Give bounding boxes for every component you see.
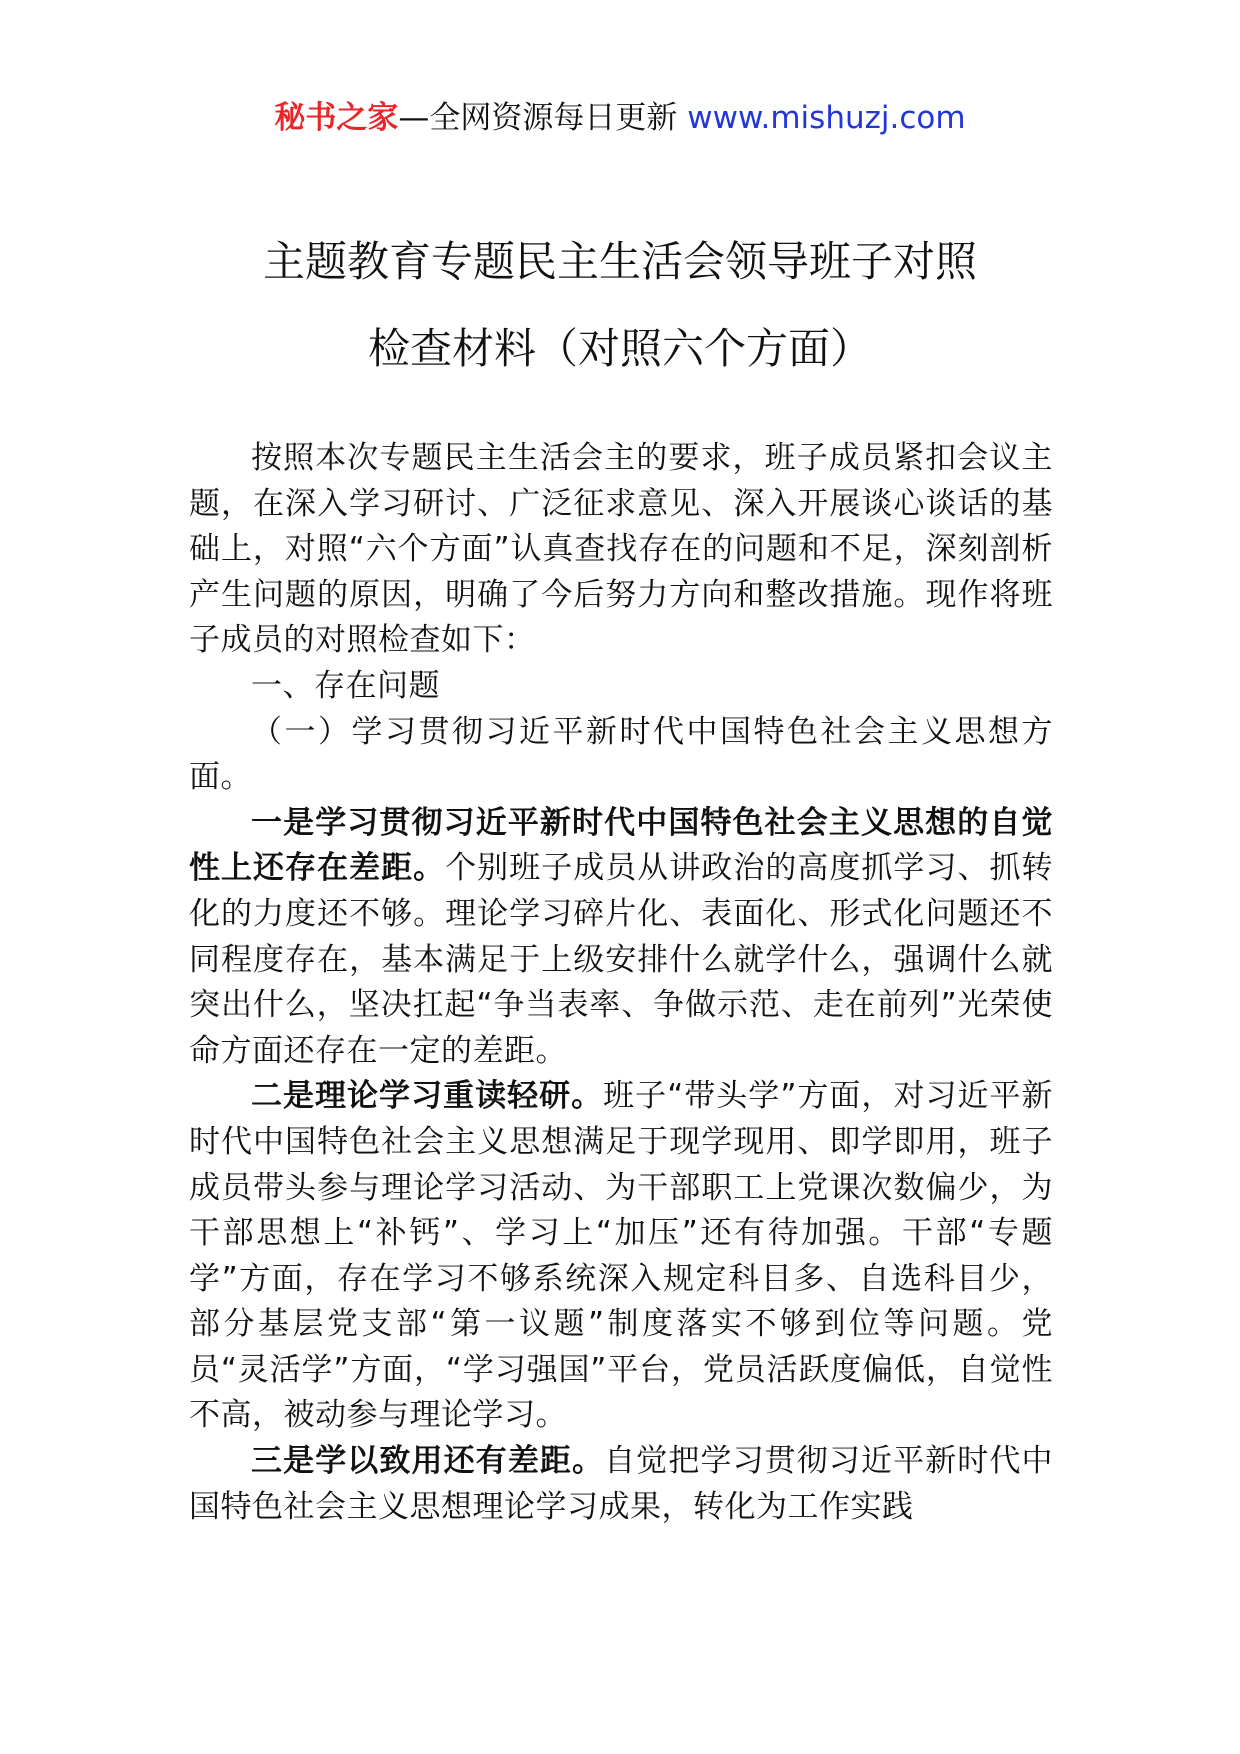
point-1-lead: 一是学习贯彻习近平新时代中国特色社会主义思想的自觉性上还存在差距。 (189, 804, 1053, 887)
section-heading: 一、存在问题 (251, 667, 440, 704)
point-1-paragraph (189, 801, 1053, 1075)
subsection-heading: （一）学习贯彻习近平新时代中国特色社会主义思想方面。 (189, 713, 1053, 796)
document-body (189, 436, 1053, 1530)
document-title-line-2: 检查材料（对照六个方面） (367, 324, 872, 373)
point-2-lead: 二是理论学习重读轻研。 (251, 1078, 604, 1115)
document-title-line-1: 主题教育专题民主生活会领导班子对照 (262, 237, 977, 286)
point-3-lead: 三是学以致用还有差距。 (251, 1443, 605, 1480)
site-url-link[interactable]: www.mishuzj.com (687, 100, 966, 136)
site-header (0, 98, 1240, 138)
point-2-paragraph (189, 1074, 1053, 1439)
point-3-paragraph (189, 1439, 1053, 1530)
point-2-text: 班子“带头学”方面，对习近平新时代中国特色社会主义思想满足于现学现用、即学即用，班子成员带头参与理论学习活动、为干部职工上党课次数偏少，为干部思想上“补钙”、学习上“加压”还有待加强。干部“专题学”方面，存在学习不够系统深入规定科目多、自选科目少，部分基层党支部“第一议题”制度落实不够到位等问题。党员“灵活学”方面，“学习强国”平台，党员活跃度偏低，自觉性不高，被动参与理论学习。 (189, 1078, 1054, 1434)
point-1-text: 个别班子成员从讲政治的高度抓学习、抓转化的力度还不够。理论学习碎片化、表面化、形式化问题还不同程度存在，基本满足于上级安排什么就学什么，强调什么就突出什么，坚决扛起“争当表率、争做示范、走在前列”光荣使命方面还存在一定的差距。 (189, 850, 1054, 1069)
point-3-text: 自觉把学习贯彻习近平新时代中国特色社会主义思想理论学习成果，转化为工作实践 (189, 1443, 1054, 1525)
site-brand: 秘书之家 (274, 100, 399, 136)
site-tagline: —全网资源每日更新 (398, 100, 688, 136)
intro-paragraph: 按照本次专题民主生活会主的要求，班子成员紧扣会议主题，在深入学习研讨、广泛征求意见、深入开展谈心谈话的基础上，对照“六个方面”认真查找存在的问题和不足，深刻剖析产生问题的原因，明确了今后努力方向和整改措施。现作将班子成员的对照检查如下： (189, 440, 1053, 659)
